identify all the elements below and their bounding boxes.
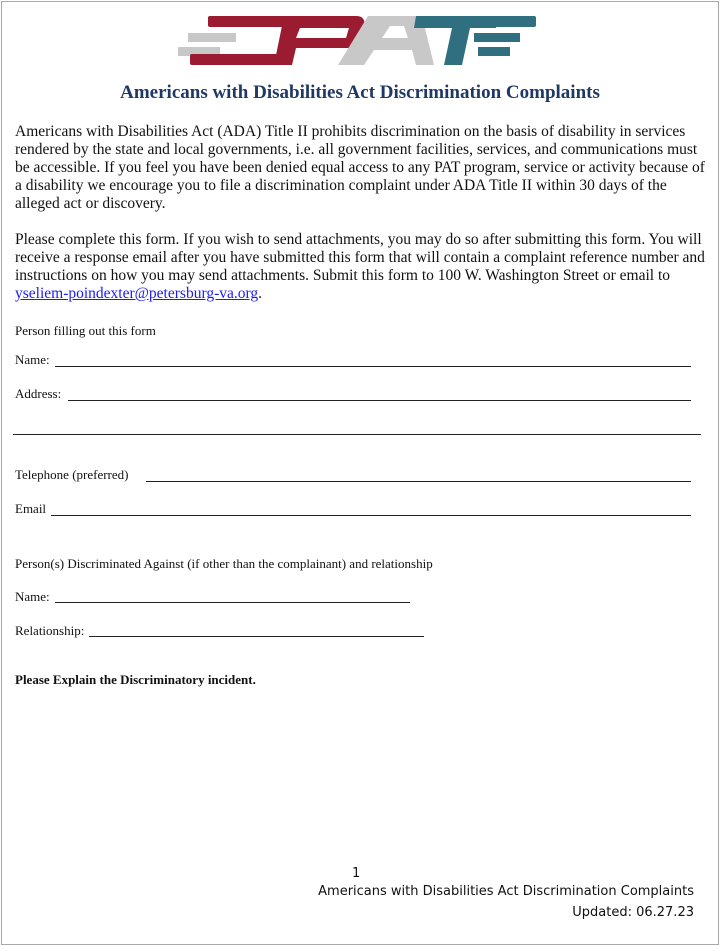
- intro-paragraph: Americans with Disabilities Act (ADA) Title II prohibits discrimination on the basis of disability in services rendered by the state and local governments, i.e. all government facilities, services, and communications must be accessible. If you feel you have been denied equal access to any PAT program, service or activity because of a disability we encourage you to file a discrimination complaint under ADA Title II within 30 days of the alleged act or discovery.: [15, 123, 705, 212]
- address-field-line2[interactable]: [13, 434, 701, 435]
- explain-incident-label: Please Explain the Discriminatory incident.: [15, 672, 256, 687]
- instructions-end: .: [258, 285, 262, 302]
- victim-name-field[interactable]: [55, 602, 410, 603]
- name-field[interactable]: [55, 366, 691, 367]
- email-label: Email: [15, 501, 47, 516]
- address-label: Address:: [15, 386, 62, 401]
- page-number: 1: [352, 866, 361, 881]
- instructions-paragraph: [15, 231, 705, 303]
- name-label: Name:: [15, 352, 50, 367]
- footer-title: Americans with Disabilities Act Discrimination Complaints: [318, 884, 694, 899]
- page-title: Americans with Disabilities Act Discrimination Complaints: [120, 82, 600, 103]
- section-heading-discriminated: Person(s) Discriminated Against (if other than the complainant) and relationship: [15, 556, 433, 571]
- victim-name-label: Name:: [15, 589, 50, 604]
- relationship-field[interactable]: [89, 636, 424, 637]
- email-field[interactable]: [51, 515, 691, 516]
- telephone-label: Telephone (preferred): [15, 467, 129, 482]
- instructions-text: Please complete this form. If you wish to send attachments, you may do so after submitting this form. You will receive a response email after you have submitted this form that will contain a complaint reference number and instructions on how you may send attachments. Submit this form to 100 W. Washington Street or email to: [15, 231, 705, 284]
- pat-logo: [178, 10, 536, 66]
- telephone-field[interactable]: [146, 481, 691, 482]
- address-field[interactable]: [68, 400, 691, 401]
- footer-updated: Updated: 06.27.23: [572, 905, 694, 920]
- relationship-label: Relationship:: [15, 623, 85, 638]
- section-heading-complainant: Person filling out this form: [15, 323, 156, 338]
- contact-email-link[interactable]: yseliem-poindexter@petersburg-va.org: [15, 285, 259, 302]
